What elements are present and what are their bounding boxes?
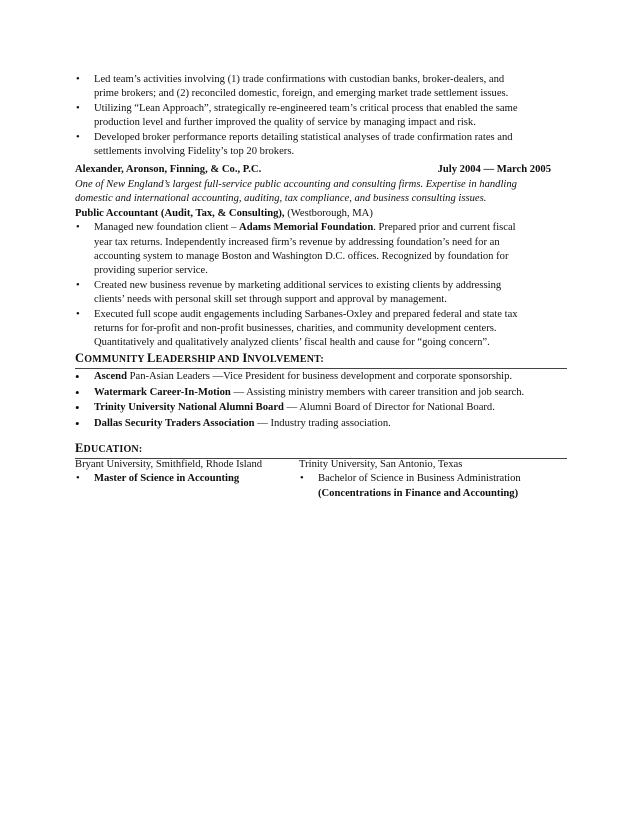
job-entry xyxy=(75,163,567,351)
bullet-item xyxy=(75,221,567,279)
community-item xyxy=(75,385,567,401)
community-item xyxy=(75,416,567,432)
bullet-line: providing superior service. xyxy=(94,265,208,277)
education-heading xyxy=(75,441,567,459)
degree-name: Bachelor of Science in Business Administration xyxy=(318,473,521,485)
bullet-marker: • xyxy=(75,384,80,400)
employer-description xyxy=(75,178,567,207)
bullet-line: Developed broker performance reports detailing statistical analyses of trade confirmation rates and xyxy=(94,131,513,143)
school-name: Bryant University, Smithfield, Rhode Island xyxy=(75,459,263,470)
education-body xyxy=(75,458,567,508)
bullet-line: production level and further improved the quality of service by managing impact and risk. xyxy=(94,117,476,129)
bullet-marker: • xyxy=(76,131,80,143)
heading-text: OMMUNITY xyxy=(84,354,148,365)
organization-name: Trinity University National Alumni Board xyxy=(94,402,284,414)
bullet-line: accounting system to manage Boston and Washington D.C. offices. Recognized by foundation for xyxy=(94,251,509,263)
bullet-marker: • xyxy=(76,279,80,291)
description-line: domestic and international accounting, auditing, tax compliance, and business consulting issues. xyxy=(75,193,487,205)
organization-name: Dallas Security Traders Association xyxy=(94,417,255,429)
community-item xyxy=(75,369,567,385)
text-run: Managed new foundation client – xyxy=(94,222,240,234)
heading-text: DUCATION: xyxy=(83,444,143,455)
item-text: Pan-Asian Leaders —Vice President for business development and corporate sponsorship. xyxy=(126,371,513,382)
bullet-marker: • xyxy=(75,415,80,431)
organization-name: Watermark Career-In-Motion xyxy=(94,386,231,398)
item-text: — Assisting ministry members with career transition and job search. xyxy=(230,386,525,398)
bullet-line: Executed full scope audit engagements including Sarbanes-Oxley and prepared federal and state tax xyxy=(94,308,518,320)
description-line: One of New England’s largest full-service public accounting and consulting firms. Expertise in handling xyxy=(75,179,517,190)
job-title-line xyxy=(75,207,567,221)
bullet-item xyxy=(75,102,567,131)
employer-name: Alexander, Aronson, Finning, & Co., P.C. xyxy=(75,164,262,175)
bullet-line: Utilizing “Lean Approach”, strategically re-engineered team’s critical process that enabled the same xyxy=(94,102,518,114)
bullet-line: prime brokers; and (2) reconciled domestic, foreign, and emerging market trade settlement issues. xyxy=(94,88,509,100)
degree-item xyxy=(299,472,567,501)
degree-item xyxy=(75,472,300,486)
job-title: Public Accountant (Audit, Tax, & Consulting), xyxy=(75,207,285,219)
bullet-item xyxy=(75,308,567,351)
heading-cap: E xyxy=(75,441,84,455)
heading-cap: L xyxy=(147,351,156,365)
job-header xyxy=(75,163,567,178)
bullet-marker: • xyxy=(300,473,304,485)
school-name: Trinity University, San Antonio, Texas xyxy=(299,459,463,470)
bullet-line: Created new business revenue by marketing additional services to existing clients by addressing xyxy=(94,279,502,291)
text-run: . Prepared prior and current fiscal xyxy=(373,222,516,234)
bullet-line: year tax returns. Independently increased firm’s revenue by addressing foundation’s need for an xyxy=(94,236,500,248)
prior-job-bullets xyxy=(75,73,567,159)
bullet-item xyxy=(75,131,567,160)
item-text: — Alumni Board of Director for National Board. xyxy=(283,402,495,414)
organization-name: Ascend xyxy=(94,371,127,382)
community-heading xyxy=(75,351,567,369)
job-dates: July 2004 — March 2005 xyxy=(437,164,551,175)
degree-name: Master of Science in Accounting xyxy=(94,473,240,485)
bullet-marker: • xyxy=(76,473,80,485)
bullet-line: clients’ needs with personal skill set through support and approval by management. xyxy=(94,294,447,306)
degree-concentration: (Concentrations in Finance and Accounting) xyxy=(318,487,519,499)
community-list xyxy=(75,369,567,431)
bullet-marker: • xyxy=(75,369,80,384)
education-right xyxy=(299,458,567,501)
bullet-marker: • xyxy=(76,74,80,85)
community-item xyxy=(75,400,567,416)
bullet-marker: • xyxy=(76,222,80,234)
bullet-line: Led team’s activities involving (1) trade confirmations with custodian banks, broker-dealers, and xyxy=(94,74,505,85)
education-left xyxy=(75,458,300,487)
bullet-line: Quantitatively and qualitatively analyzed clients’ fiscal health and cause for “going concern”. xyxy=(94,337,490,349)
job-location: (Westborough, MA) xyxy=(284,207,373,219)
heading-cap: I xyxy=(242,351,248,365)
bullet-item xyxy=(75,279,567,308)
bullet-line: settlements involving Fidelity’s top 20 brokers. xyxy=(94,146,295,158)
bullet-line xyxy=(94,221,567,235)
bullet-line: returns for for-profit and non-profit businesses, charities, and community development centers. xyxy=(94,323,497,335)
heading-cap: C xyxy=(75,351,85,365)
client-name: Adams Memorial Foundation xyxy=(239,222,374,234)
bullet-item xyxy=(75,73,567,102)
heading-text: EADERSHIP AND xyxy=(155,354,243,365)
bullet-marker: • xyxy=(76,308,80,320)
bullet-marker: • xyxy=(75,400,80,416)
heading-text: NVOLVEMENT: xyxy=(247,354,324,365)
bullet-marker: • xyxy=(76,102,80,114)
item-text: — Industry trading association. xyxy=(254,417,391,429)
